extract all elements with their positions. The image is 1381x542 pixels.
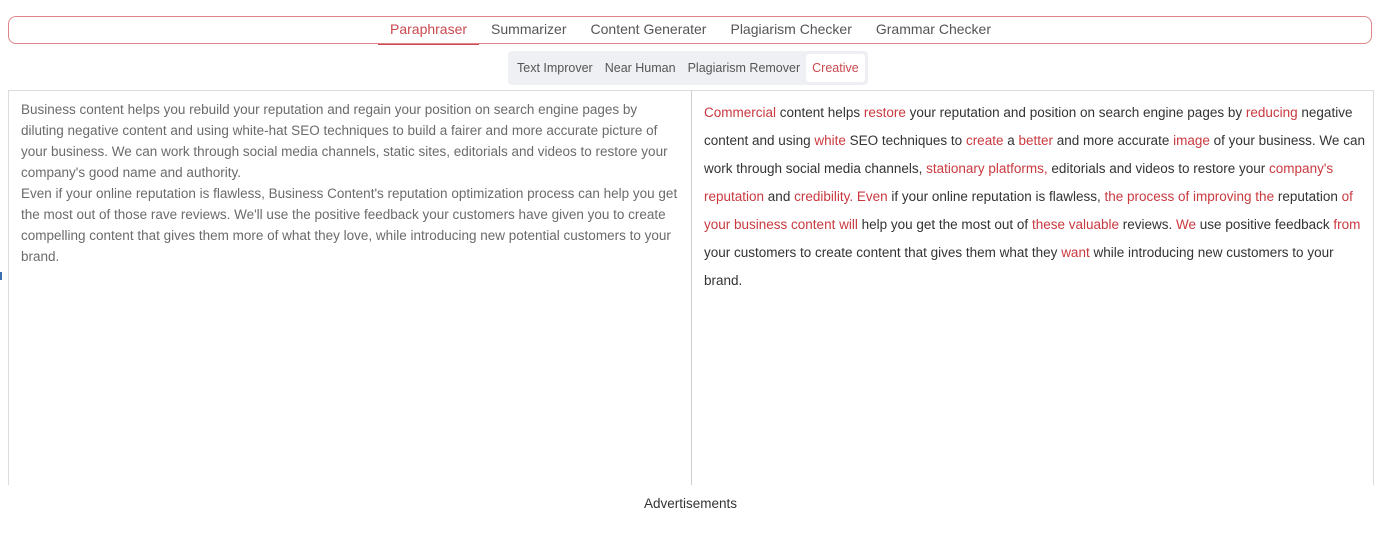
input-paragraph: Business content helps you rebuild your reputation and regain your position on search engine pages by diluting negative content and using white-hat SEO techniques to build a fairer and more accurate picture of your business. We can work through social media channels, static sites, editorials and videos to restore your company's good name and authority. [21,102,668,180]
unchanged-text: editorials and videos to restore your [1047,161,1270,176]
tool-tabs [0,16,1381,44]
output-text[interactable] [704,99,1366,295]
changed-phrase[interactable]: reducing [1245,105,1298,120]
changed-phrase[interactable]: credibility. Even [794,189,888,204]
changed-phrase[interactable]: Commercial [704,105,777,120]
paraphrase-mode-selector [508,51,868,85]
changed-phrase[interactable]: company's reputation [704,161,1334,204]
unchanged-text: your reputation and position on search engine pages by [905,105,1246,120]
unchanged-text: of your business. We can work through social media channels, [704,133,1365,176]
changed-phrase[interactable]: white [814,133,846,148]
mode-creative[interactable]: Creative [806,54,865,82]
unchanged-text: content helps [776,105,864,120]
mode-text-improver[interactable]: Text Improver [517,61,593,75]
changed-phrase[interactable]: of your business content will [704,189,1353,232]
output-panel [691,90,1374,485]
tab-plagiarism-checker[interactable]: Plagiarism Checker [730,21,852,37]
mode-plagiarism-remover[interactable]: Plagiarism Remover [687,61,801,75]
unchanged-text: your customers to create content that gives them what they [704,245,1062,260]
tab-paraphraser[interactable]: Paraphraser [378,15,479,45]
scroll-indicator [0,272,2,280]
unchanged-text: a [1003,133,1019,148]
tab-grammar-checker[interactable]: Grammar Checker [875,21,991,37]
changed-phrase[interactable]: create [965,133,1004,148]
unchanged-text: and [764,189,795,204]
input-textarea[interactable] [21,99,681,267]
changed-phrase[interactable]: better [1018,133,1054,148]
changed-phrase[interactable]: from [1333,217,1361,232]
changed-phrase[interactable]: restore [863,105,906,120]
unchanged-text: and more accurate [1053,133,1174,148]
changed-phrase[interactable]: We [1176,217,1197,232]
unchanged-text: help you get the most out of [857,217,1032,232]
tab-content-generator[interactable]: Content Generater [590,21,707,37]
unchanged-text: SEO techniques to [845,133,966,148]
changed-phrase[interactable]: stationary platforms, [926,161,1048,176]
unchanged-text: negative content and using [704,105,1353,148]
changed-phrase[interactable]: want [1061,245,1090,260]
changed-phrase[interactable]: these valuable [1031,217,1120,232]
input-panel[interactable] [8,90,692,485]
unchanged-text: reputation [1274,189,1342,204]
unchanged-text: if your online reputation is flawless, [887,189,1105,204]
unchanged-text: use positive feedback [1196,217,1334,232]
tab-summarizer[interactable]: Summarizer [491,21,567,37]
input-paragraph: Even if your online reputation is flawless, Business Content's reputation optimization process can help you get the most out of those rave reviews. We'll use the positive feedback your customers have given you to create compelling content that gives them more of what they love, while introducing new potential customers to your brand. [21,186,678,264]
unchanged-text: reviews. [1119,217,1177,232]
mode-near-human[interactable]: Near Human [604,61,676,75]
changed-phrase[interactable]: the process of improving the [1104,189,1275,204]
unchanged-text: while introducing new customers to your brand. [704,245,1334,288]
advertisements-label: Advertisements [643,496,738,511]
changed-phrase[interactable]: image [1173,133,1210,148]
